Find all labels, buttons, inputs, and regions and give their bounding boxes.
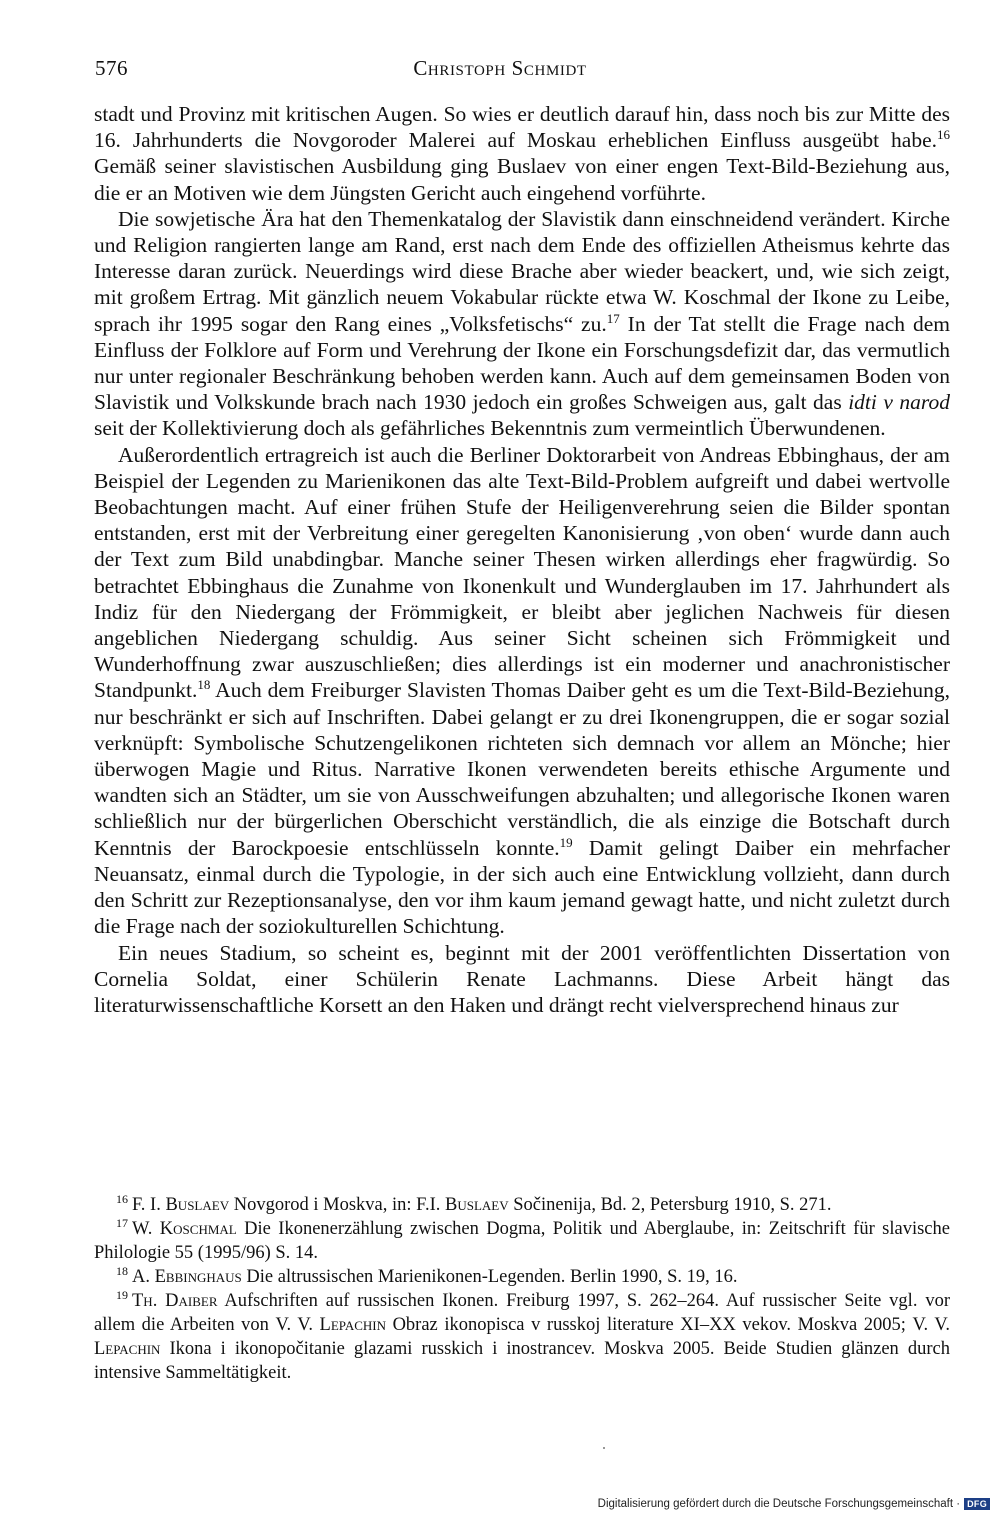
footnote-17: $^{17}$ W. Koschmal Die Ikonenerzählung zwischen Dogma, Politik und Aberglaube, in: Zeitschrift für slavische Philologie 55 (1995/96) S. 14. (94, 1215, 950, 1263)
page-number: 576 (95, 56, 128, 80)
paragraph-1: stadt und Provinz mit kritischen Augen. So wies er deutlich darauf hin, dass noch bis zur Mitte des 16. Jahrhunderts die Novgoroder Malerei auf Moskau erheblichen Einfluss ausgeübt habe.$^{16}$ Gemäß seiner slavistischen Ausbildung ging Buslaev von einer engen Text-Bild-Beziehung aus, die er an Motiven wie dem Jüngsten Gericht auch eingehend vorführte. (94, 102, 950, 205)
footnote-16: $^{16}$ F. I. Buslaev Novgorod i Moskva, in: F.I. Buslaev Sočinenija, Bd. 2, Petersburg 1910, S. 271. (116, 1191, 832, 1215)
footnote-reference-17: 17 (606, 310, 620, 326)
digitization-credit (598, 1498, 990, 1510)
footnote-18: $^{18}$ A. Ebbinghaus Die altrussischen Marienikonen-Legenden. Berlin 1990, S. 19, 16. (116, 1263, 738, 1287)
body-text (94, 101, 950, 1018)
footnote-reference-16: 16 (937, 127, 950, 143)
footnotes (94, 1193, 950, 1385)
scan-speck (603, 1447, 605, 1449)
paragraph-3: Außerordentlich ertragreich ist auch die Berliner Doktorarbeit von Andreas Ebbinghaus, der am Beispiel der Legenden zu Marienikonen das alte Text-Bild-Problem aufgreift und dabei wertvolle Beobachtungen macht. Auf einer frühen Stufe der Heiligenverehrung seien die Bilder spontan entstanden, erst mit der Verbreitung einer geregelten Kanonisierung ‚von oben‘ wurde dann auch der Text zum Bild unabdingbar. Manche seiner Thesen wirken allerdings eher fragwürdig. So betrachtet Ebbinghaus die Zunahme von Ikonenkult und Wunderglauben im 17. Jahrhundert als Indiz für den Niedergang der Frömmigkeit, er bleibt aber jeglichen Nachweis für diesen angeblichen Niedergang schuldig. Aus seiner Sicht scheinen sich Frömmigkeit und Wunderhoffnung zwar auszuschließen; dies allerdings ist ein moderner und anachronistischer Standpunkt.$^{18}$ Auch dem Freiburger Slavisten Thomas Daiber geht es um die Text-Bild-Beziehung, nur beschränkt er sich auf Inschriften. Dabei gelangt er zu drei Ikonengruppen, die er sogar sozial verknüpft: Symbolische Schutzengelikonen richteten sich demnach vor allem an Mönche; hier überwogen Magie und Ritus. Narrative Ikonen verwendeten bereits ethische Argumente und wandten sich an Städter, um sie von Ausschweifungen abzuhalten; und allegorische Ikonen waren schließlich nur der bürgerlichen Oberschicht verständlich, die als einzige die Botschaft durch Kenntnis der Barockpoesie entschlüsseln konnte.$^{19}$ Damit gelingt Daiber ein mehrfacher Neuansatz, einmal durch die Typologie, in der sich auch eine Entwicklung vollzieht, dann durch den Schritt zur Rezeptionsanalyse, den vor ihm kaum jemand gewagt hatte, und nicht zuletzt durch die Frage nach der soziokulturellen Schichtung. (94, 442, 951, 939)
paragraph-2: Die sowjetische Ära hat den Themenkatalog der Slavistik dann einschneidend verändert. Kirche und Religion rangierten lange am Rand, erst nach dem Ende des offiziellen Atheismus kehrte das Interesse daran zurück. Neuerdings wird diese Brache aber wieder beackert, und, wie sich zeigt, mit großem Ertrag. Mit gänzlich neuem Vokabular rückte etwa W. Koschmal der Ikone zu Leibe, sprach ihr 1995 sogar den Rang eines „Volksfetischs“ zu.$^{17}$ In der Tat stellt die Frage nach dem Einfluss der Folklore auf Form und Verehrung der Ikone ein Forschungsdefizit dar, das vermutlich nur unter regionaler Beschränkung behoben werden kann. Auch auf dem gemeinsamen Boden von Slavistik und Volkskunde brach nach 1930 jedoch ein großes Schweigen aus, galt das idti v narod seit der Kollektivierung doch als gefährliches Bekenntnis zum vermeintlich Überwundenen. (94, 206, 950, 441)
footnote-reference-18: 18 (197, 677, 211, 693)
credit-text: Digitalisierung gefördert durch die Deutsche Forschungsgemeinschaft · (597, 1498, 961, 1510)
footnote-19: $^{19}$ Th. Daiber Aufschriften auf russischen Ikonen. Freiburg 1997, S. 262–264. Auf russischer Seite vgl. vor allem die Arbeiten von V. V. Lepachin Obraz ikonopisca v russkoj literature XI–XX vekov. Moskva 2005; V. V. Lepachin Ikona i ikonopočitanie glazami russkich i inostrancev. Moskva 2005. Beide Studien glänzen durch intensive Sammeltätigkeit. (94, 1287, 950, 1383)
paragraph-4: Ein neues Stadium, so scheint es, beginnt mit der 2001 veröffentlichten Dissertation von Cornelia Soldat, einer Schülerin Renate Lachmanns. Diese Arbeit hängt das literaturwissenschaftliche Korsett an den Haken und drängt recht vielversprechend hinaus zur (94, 940, 950, 1017)
italic-term: idti v narod (848, 390, 950, 415)
running-head: Christoph Schmidt (413, 56, 587, 80)
footnote-reference-19: 19 (559, 834, 573, 850)
dfg-logo: DFG (964, 1498, 990, 1510)
